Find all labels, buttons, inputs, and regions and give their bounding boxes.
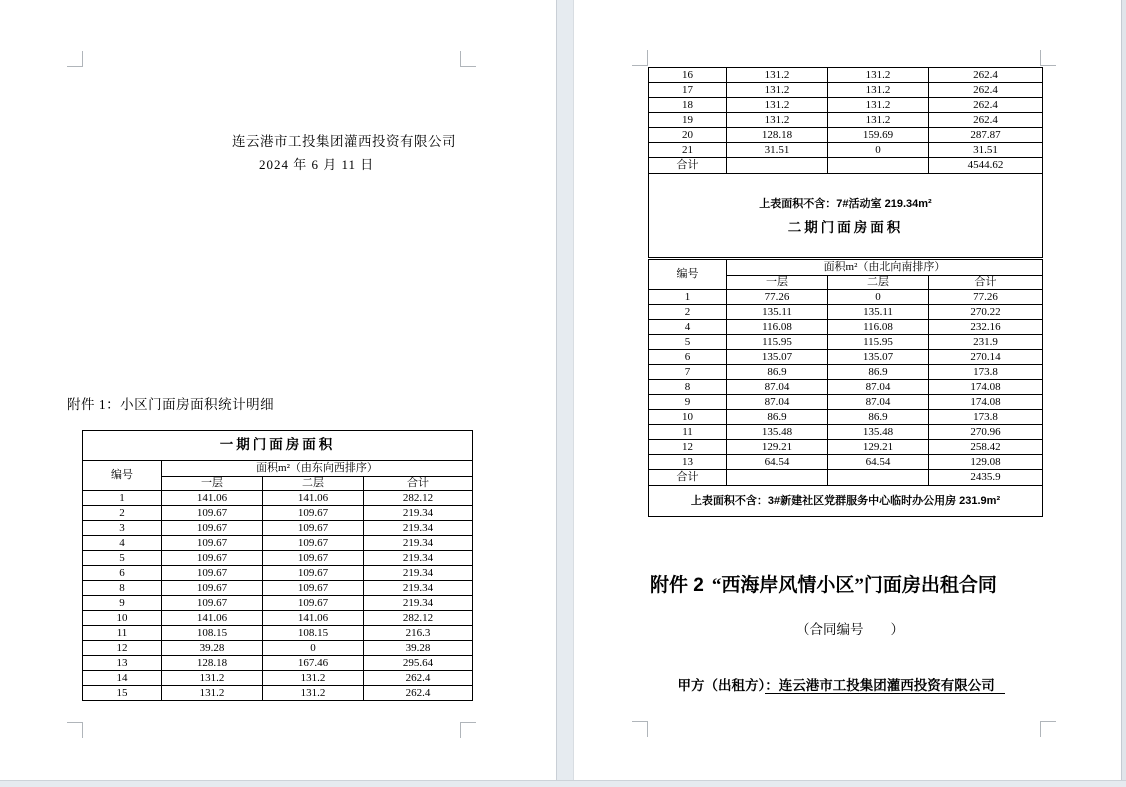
- table-note-row: [649, 486, 1043, 517]
- table-cell: 116.08: [828, 320, 929, 335]
- table-cell: 31.51: [929, 143, 1043, 158]
- table-cell: 86.9: [727, 410, 828, 425]
- total-value: 4544.62: [929, 158, 1043, 174]
- table-cell: 219.34: [364, 551, 473, 566]
- table-cell: 262.4: [929, 98, 1043, 113]
- table-row: [649, 98, 1043, 113]
- table-cell: 39.28: [162, 641, 263, 656]
- table-row: [649, 83, 1043, 98]
- table-cell: 129.08: [929, 455, 1043, 470]
- table-cell: 131.2: [263, 671, 364, 686]
- party-a-label: 甲方（出租方）: [677, 678, 766, 693]
- bottom-strip: [0, 780, 1126, 787]
- column-header-floor1: 一层: [162, 477, 263, 491]
- total-label: 合计: [649, 470, 727, 486]
- table-row: [649, 305, 1043, 320]
- table-cell: 262.4: [929, 83, 1043, 98]
- table-cell: 262.4: [929, 68, 1043, 83]
- table-cell: 109.67: [162, 581, 263, 596]
- attachment1-heading: 附件 1：小区门面房面积统计明细: [67, 397, 275, 412]
- table-cell: 12: [83, 641, 162, 656]
- attachment2-title: “西海岸风情小区”门面房出租合同: [711, 575, 997, 596]
- table-row: [83, 641, 473, 656]
- table-header-row: [83, 461, 473, 477]
- table-cell: 216.3: [364, 626, 473, 641]
- table-cell: 9: [83, 596, 162, 611]
- scrollbar-track[interactable]: [1121, 0, 1126, 780]
- table-cell: 109.67: [162, 596, 263, 611]
- table-cell: 5: [649, 335, 727, 350]
- table-cell: 141.06: [162, 611, 263, 626]
- table-cell: 109.67: [263, 596, 364, 611]
- table-cell: 109.67: [263, 566, 364, 581]
- table-cell: 287.87: [929, 128, 1043, 143]
- date-line: 2024 年 6 月 11 日: [259, 157, 375, 172]
- table-cell: 135.11: [828, 305, 929, 320]
- table-cell: 87.04: [727, 395, 828, 410]
- table-cell: 108.15: [263, 626, 364, 641]
- table-row: [83, 596, 473, 611]
- table-cell: 77.26: [929, 290, 1043, 305]
- party-a-line: [655, 659, 1005, 709]
- table-cell: 0: [828, 290, 929, 305]
- empty-cell: [828, 470, 929, 486]
- table-row: [649, 290, 1043, 305]
- phase2-table-title: 二期门面房面积: [787, 220, 904, 236]
- table-cell: 219.34: [364, 596, 473, 611]
- table-cell: 87.04: [828, 395, 929, 410]
- table-cell: 8: [649, 380, 727, 395]
- table-cell: 31.51: [727, 143, 828, 158]
- table-cell: 141.06: [263, 611, 364, 626]
- table-cell: 2: [83, 506, 162, 521]
- table-cell: 219.34: [364, 566, 473, 581]
- margin-mark-bottom-left: [67, 722, 83, 738]
- margin-mark-top-right: [460, 51, 476, 67]
- phase2-exclusion-note: 上表面积不含：3#新建社区党群服务中心临时办公用房 231.9m²: [649, 486, 1043, 517]
- table-cell: 3: [83, 521, 162, 536]
- table-row: [649, 455, 1043, 470]
- table-cell: 109.67: [263, 506, 364, 521]
- column-header-group: 面积m²（由东向西排序）: [162, 461, 473, 477]
- table-cell: 108.15: [162, 626, 263, 641]
- table-cell: 109.67: [263, 581, 364, 596]
- table-cell: 232.16: [929, 320, 1043, 335]
- table-cell: 131.2: [828, 68, 929, 83]
- table-cell: 131.2: [162, 671, 263, 686]
- table-cell: 0: [828, 143, 929, 158]
- table-row: [649, 425, 1043, 440]
- column-header-floor1: 一层: [727, 276, 828, 290]
- table-cell: 109.67: [162, 506, 263, 521]
- table-cell: 11: [649, 425, 727, 440]
- table-cell: 131.2: [727, 68, 828, 83]
- table-cell: 167.46: [263, 656, 364, 671]
- table-row: [83, 581, 473, 596]
- column-header-total: 合计: [364, 477, 473, 491]
- table-cell: 219.34: [364, 536, 473, 551]
- table-cell: 16: [649, 68, 727, 83]
- margin-mark-bottom-left: [632, 721, 648, 737]
- table-cell: 109.67: [162, 521, 263, 536]
- table-row: [83, 551, 473, 566]
- table-row: [83, 686, 473, 701]
- attachment2-heading: [650, 570, 997, 597]
- table-cell: 109.67: [263, 521, 364, 536]
- table-cell: 8: [83, 581, 162, 596]
- phase1-area-table-continued: [648, 67, 1043, 258]
- table-note-row: [649, 174, 1043, 258]
- table-cell: 64.54: [828, 455, 929, 470]
- table-cell: 109.67: [162, 551, 263, 566]
- table-row: [649, 350, 1043, 365]
- table-cell: 129.21: [727, 440, 828, 455]
- table-cell: 10: [83, 611, 162, 626]
- table-row: [83, 671, 473, 686]
- table-cell: 219.34: [364, 521, 473, 536]
- table-row: [83, 521, 473, 536]
- column-header-floor2: 二层: [828, 276, 929, 290]
- table-title-row: [83, 431, 473, 461]
- table-cell: 11: [83, 626, 162, 641]
- table-cell: 128.18: [162, 656, 263, 671]
- table-cell: 135.48: [727, 425, 828, 440]
- table-cell: 135.07: [828, 350, 929, 365]
- table-cell: 141.06: [263, 491, 364, 506]
- table-cell: 262.4: [364, 686, 473, 701]
- table-cell: 1: [83, 491, 162, 506]
- table-cell: 5: [83, 551, 162, 566]
- table-cell: 128.18: [727, 128, 828, 143]
- table-cell: 258.42: [929, 440, 1043, 455]
- margin-mark-bottom-right: [1040, 721, 1056, 737]
- phase1-exclusion-note: 上表面积不含：7#活动室 219.34m²: [759, 198, 932, 210]
- margin-mark-bottom-right: [460, 722, 476, 738]
- phase1-area-table: [82, 430, 473, 701]
- table-cell: 282.12: [364, 611, 473, 626]
- table-cell: 64.54: [727, 455, 828, 470]
- table-cell: 135.48: [828, 425, 929, 440]
- table-total-row: [649, 158, 1043, 174]
- table-cell: 7: [649, 365, 727, 380]
- table-cell: 270.96: [929, 425, 1043, 440]
- margin-mark-top-right: [1040, 50, 1056, 66]
- table-cell: 131.2: [162, 686, 263, 701]
- table-cell: 10: [649, 410, 727, 425]
- page-divider: [556, 0, 574, 780]
- table-cell: 86.9: [828, 365, 929, 380]
- table-row: [649, 395, 1043, 410]
- table-cell: 0: [263, 641, 364, 656]
- document-page-1[interactable]: [0, 0, 556, 780]
- table-cell: 219.34: [364, 581, 473, 596]
- empty-cell: [727, 470, 828, 486]
- table-cell: 131.2: [727, 113, 828, 128]
- company-name-line: 连云港市工投集团灌西投资有限公司: [232, 134, 456, 149]
- table-cell: 18: [649, 98, 727, 113]
- table-row: [649, 380, 1043, 395]
- table-cell: 131.2: [263, 686, 364, 701]
- table-cell: 86.9: [828, 410, 929, 425]
- table-cell: 13: [649, 455, 727, 470]
- table-cell: 115.95: [828, 335, 929, 350]
- total-label: 合计: [649, 158, 727, 174]
- table-cell: 15: [83, 686, 162, 701]
- table-row: [649, 128, 1043, 143]
- table-row: [83, 656, 473, 671]
- table-cell: 14: [83, 671, 162, 686]
- table-cell: 131.2: [828, 113, 929, 128]
- table-total-row: [649, 470, 1043, 486]
- table-cell: 86.9: [727, 365, 828, 380]
- table-cell: 4: [649, 320, 727, 335]
- table-cell: 159.69: [828, 128, 929, 143]
- table-cell: 115.95: [727, 335, 828, 350]
- table-cell: 135.07: [727, 350, 828, 365]
- table-row: [649, 335, 1043, 350]
- table-cell: 109.67: [162, 566, 263, 581]
- table-row: [649, 113, 1043, 128]
- table-cell: 116.08: [727, 320, 828, 335]
- party-a-value: ：连云港市工投集团灌西投资有限公司: [765, 678, 1005, 694]
- table-cell: 174.08: [929, 395, 1043, 410]
- table-title: 一期门面房面积: [83, 431, 473, 461]
- table-cell: 282.12: [364, 491, 473, 506]
- table-cell: 135.11: [727, 305, 828, 320]
- table-cell: 13: [83, 656, 162, 671]
- table-row: [83, 506, 473, 521]
- table-row: [649, 68, 1043, 83]
- table-cell: 174.08: [929, 380, 1043, 395]
- table-cell: 131.2: [727, 83, 828, 98]
- table-cell: 21: [649, 143, 727, 158]
- table-cell: 17: [649, 83, 727, 98]
- table-row: [649, 365, 1043, 380]
- table-cell: 231.9: [929, 335, 1043, 350]
- table-cell: 1: [649, 290, 727, 305]
- table-cell: 87.04: [727, 380, 828, 395]
- column-header-id: 编号: [83, 461, 162, 491]
- table-cell: 131.2: [828, 98, 929, 113]
- column-header-id: 编号: [649, 260, 727, 290]
- phase2-area-table: [648, 259, 1043, 517]
- table-cell: 173.8: [929, 365, 1043, 380]
- table-cell: 141.06: [162, 491, 263, 506]
- table-cell: 131.2: [828, 83, 929, 98]
- table-cell: 173.8: [929, 410, 1043, 425]
- table-header-row: [649, 260, 1043, 276]
- table-row: [83, 536, 473, 551]
- margin-mark-top-left: [67, 51, 83, 67]
- table-cell: 12: [649, 440, 727, 455]
- document-page-2[interactable]: [574, 0, 1122, 780]
- table-cell: 77.26: [727, 290, 828, 305]
- table-row: [649, 440, 1043, 455]
- table-cell: 109.67: [162, 536, 263, 551]
- table-cell: 6: [83, 566, 162, 581]
- table-cell: 4: [83, 536, 162, 551]
- total-value: 2435.9: [929, 470, 1043, 486]
- table-cell: 262.4: [929, 113, 1043, 128]
- attachment2-number: 附件 2: [650, 575, 704, 596]
- empty-cell: [828, 158, 929, 174]
- table-cell: 6: [649, 350, 727, 365]
- table-cell: 20: [649, 128, 727, 143]
- table-row: [83, 611, 473, 626]
- table-cell: 19: [649, 113, 727, 128]
- table-cell: 129.21: [828, 440, 929, 455]
- empty-cell: [727, 158, 828, 174]
- table-row: [649, 410, 1043, 425]
- table-cell: 131.2: [727, 98, 828, 113]
- table-cell: 109.67: [263, 536, 364, 551]
- column-header-floor2: 二层: [263, 477, 364, 491]
- column-header-total: 合计: [929, 276, 1043, 290]
- table-cell: 270.14: [929, 350, 1043, 365]
- table-cell: 295.64: [364, 656, 473, 671]
- table-row: [649, 143, 1043, 158]
- contract-number-line: （合同编号 ）: [796, 622, 904, 637]
- table-cell: 39.28: [364, 641, 473, 656]
- column-header-group: 面积m²（由北向南排序）: [727, 260, 1043, 276]
- table-cell: 9: [649, 395, 727, 410]
- margin-mark-top-left: [632, 50, 648, 66]
- table-row: [83, 491, 473, 506]
- table-cell: 262.4: [364, 671, 473, 686]
- table-cell: 219.34: [364, 506, 473, 521]
- table-cell: 270.22: [929, 305, 1043, 320]
- table-cell: 2: [649, 305, 727, 320]
- table-row: [649, 320, 1043, 335]
- table-row: [83, 566, 473, 581]
- table-cell: 87.04: [828, 380, 929, 395]
- table-row: [83, 626, 473, 641]
- table-cell: 109.67: [263, 551, 364, 566]
